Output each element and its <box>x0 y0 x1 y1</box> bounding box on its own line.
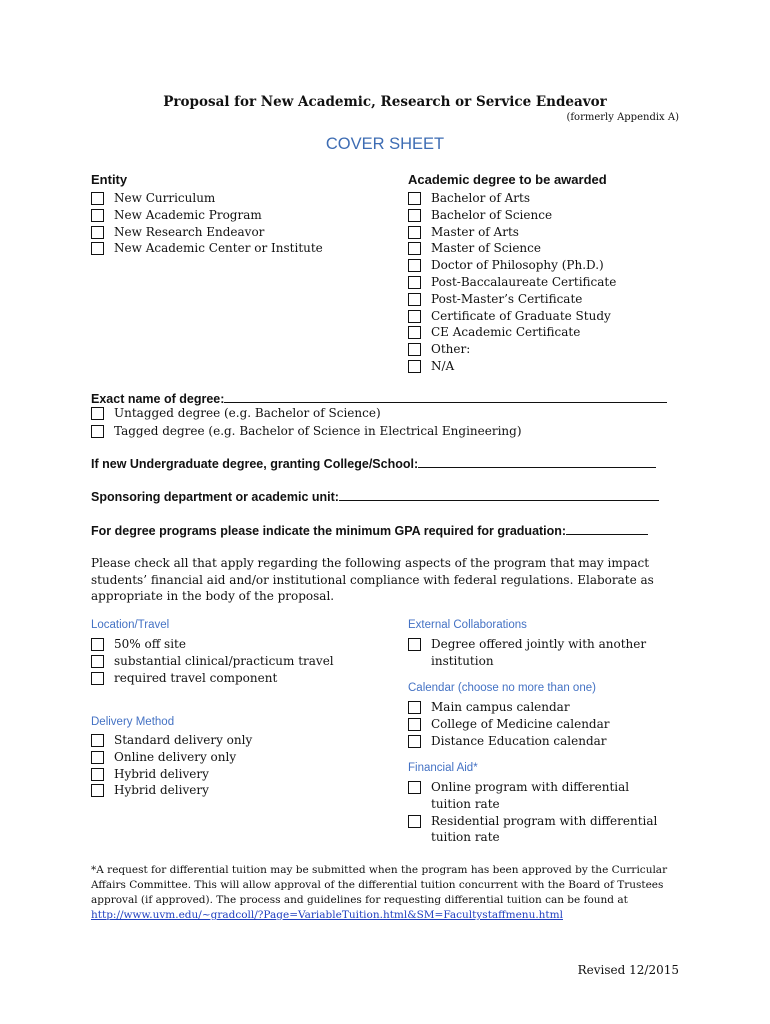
checkbox[interactable] <box>91 784 104 797</box>
delivery-heading: Delivery Method <box>91 716 175 728</box>
checkbox[interactable] <box>91 655 104 668</box>
checkbox[interactable] <box>91 192 104 205</box>
external-heading: External Collaborations <box>408 619 527 631</box>
checkbox[interactable] <box>408 638 421 651</box>
degree-option[interactable]: Bachelor of Science <box>408 207 616 224</box>
calendar-option[interactable]: Main campus calendar <box>408 699 610 716</box>
degree-option[interactable]: N/A <box>408 358 616 375</box>
checkbox[interactable] <box>408 360 421 373</box>
gpa-row <box>91 521 648 538</box>
delivery-option[interactable]: Hybrid delivery <box>91 782 252 799</box>
degree-option[interactable]: Post-Master’s Certificate <box>408 291 616 308</box>
checkbox[interactable] <box>408 209 421 222</box>
calendar-option[interactable]: College of Medicine calendar <box>408 716 610 733</box>
degree-heading: Academic degree to be awarded <box>408 172 607 187</box>
entity-option[interactable]: New Academic Center or Institute <box>91 240 323 257</box>
checkbox[interactable] <box>408 781 421 794</box>
checkbox[interactable] <box>91 209 104 222</box>
page-title: Proposal for New Academic, Research or Service Endeavor <box>163 94 607 110</box>
entity-list <box>91 190 323 257</box>
checkbox[interactable] <box>91 751 104 764</box>
instructions: Please check all that apply regarding the following aspects of the program that may impact students’ financial aid and/or institutional compliance with federal regulations. Elaborate as appropriate in the body of the proposal. <box>91 556 654 603</box>
external-list <box>408 636 670 670</box>
checkbox[interactable] <box>408 242 421 255</box>
calendar-heading: Calendar (choose no more than one) <box>408 682 596 694</box>
gpa-label: For degree programs please indicate the minimum GPA required for graduation: <box>91 524 567 538</box>
checkbox[interactable] <box>408 343 421 356</box>
checkbox[interactable] <box>408 276 421 289</box>
sponsor-label: Sponsoring department or academic unit: <box>91 490 339 504</box>
degree-option[interactable]: Master of Science <box>408 240 616 257</box>
footnote-text: *A request for differential tuition may be submitted when the program has been approved by the Curricular Affairs Committee. This will allow approval of the differential tuition concurrent with the Board of Trustees approval (if approved). The process and guidelines for requesting differential tuition can be found at <box>91 864 668 906</box>
degree-option[interactable]: Other: <box>408 341 616 358</box>
checkbox[interactable] <box>408 815 421 828</box>
checkbox[interactable] <box>408 310 421 323</box>
checkbox[interactable] <box>408 718 421 731</box>
location-list <box>91 636 334 686</box>
financial-option[interactable]: Residential program with differential tuition rate <box>408 813 670 847</box>
footnote <box>91 863 676 923</box>
college-row <box>91 454 656 471</box>
gpa-field[interactable] <box>566 521 648 535</box>
sponsor-field[interactable] <box>339 487 659 501</box>
financial-option[interactable]: Online program with differential tuition rate <box>408 779 670 813</box>
location-option[interactable]: required travel component <box>91 670 334 687</box>
entity-option[interactable]: New Academic Program <box>91 207 323 224</box>
checkbox[interactable] <box>91 638 104 651</box>
cover-sheet-heading: COVER SHEET <box>325 135 445 153</box>
delivery-option[interactable]: Online delivery only <box>91 749 252 766</box>
calendar-option[interactable]: Distance Education calendar <box>408 733 610 750</box>
college-label: If new Undergraduate degree, granting College/School: <box>91 457 419 471</box>
exact-name-label: Exact name of degree: <box>91 392 225 406</box>
exact-name-field[interactable] <box>224 389 667 403</box>
degree-option[interactable]: Doctor of Philosophy (Ph.D.) <box>408 257 616 274</box>
calendar-list <box>408 699 610 749</box>
financial-list <box>408 779 670 846</box>
checkbox[interactable] <box>91 672 104 685</box>
degree-option[interactable]: Bachelor of Arts <box>408 190 616 207</box>
college-field[interactable] <box>418 454 656 468</box>
delivery-option[interactable]: Standard delivery only <box>91 732 252 749</box>
checkbox[interactable] <box>408 735 421 748</box>
checkbox[interactable] <box>408 259 421 272</box>
degree-tag-list <box>91 405 522 440</box>
degree-option[interactable]: CE Academic Certificate <box>408 324 616 341</box>
checkbox[interactable] <box>91 407 104 420</box>
degree-tag-option[interactable]: Untagged degree (e.g. Bachelor of Science) <box>91 405 522 423</box>
financial-heading: Financial Aid* <box>408 762 478 774</box>
sponsor-row <box>91 487 659 504</box>
external-option[interactable]: Degree offered jointly with another institution <box>408 636 670 670</box>
checkbox[interactable] <box>91 734 104 747</box>
location-heading: Location/Travel <box>91 619 170 631</box>
page-subtitle: (formerly Appendix A) <box>566 112 679 123</box>
delivery-list <box>91 732 252 799</box>
degree-option[interactable]: Certificate of Graduate Study <box>408 308 616 325</box>
checkbox[interactable] <box>408 192 421 205</box>
tuition-link[interactable]: http://www.uvm.edu/~gradcoll/?Page=VariableTuition.html&SM=Facultystaffmenu.html <box>91 909 563 921</box>
entity-heading: Entity <box>91 172 128 187</box>
checkbox[interactable] <box>408 293 421 306</box>
location-option[interactable]: 50% off site <box>91 636 334 653</box>
degree-option[interactable]: Master of Arts <box>408 224 616 241</box>
checkbox[interactable] <box>408 226 421 239</box>
checkbox[interactable] <box>91 425 104 438</box>
checkbox[interactable] <box>408 326 421 339</box>
degree-tag-option[interactable]: Tagged degree (e.g. Bachelor of Science in Electrical Engineering) <box>91 423 522 441</box>
checkbox[interactable] <box>91 768 104 781</box>
checkbox[interactable] <box>408 701 421 714</box>
degree-list <box>408 190 616 375</box>
checkbox[interactable] <box>91 226 104 239</box>
entity-option[interactable]: New Research Endeavor <box>91 224 323 241</box>
revised-date: Revised 12/2015 <box>577 963 679 977</box>
exact-name-row <box>91 389 667 406</box>
checkbox[interactable] <box>91 242 104 255</box>
delivery-option[interactable]: Hybrid delivery <box>91 766 252 783</box>
degree-option[interactable]: Post-Baccalaureate Certificate <box>408 274 616 291</box>
entity-option[interactable]: New Curriculum <box>91 190 323 207</box>
location-option[interactable]: substantial clinical/practicum travel <box>91 653 334 670</box>
